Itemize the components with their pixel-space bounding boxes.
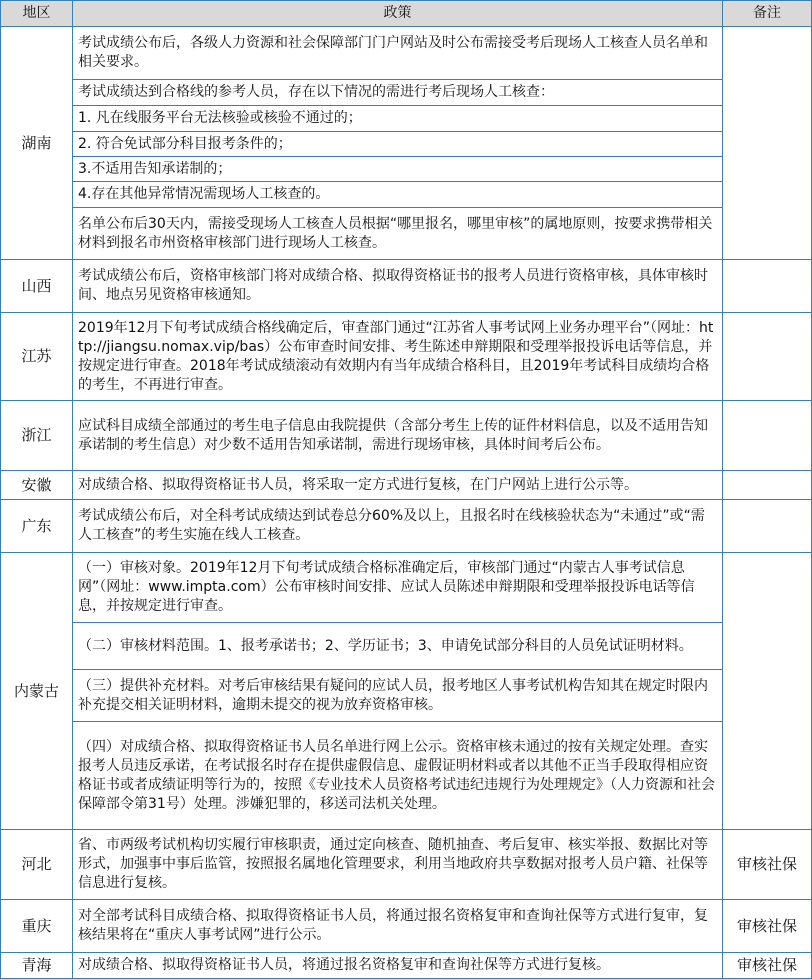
policy-cell: 考试成绩公布后，资格审核部门将对成绩合格、拟取得资格证书的报考人员进行资格审核，具体审核时间、地点另见资格审核通知。: [73, 260, 723, 313]
table-row: [1, 953, 812, 979]
region-cell: 广东: [1, 500, 73, 553]
policy-cell: 对成绩合格、拟取得资格证书人员，将采取一定方式进行复核，在门户网站上进行公示等。: [73, 471, 723, 500]
table-row: [1, 182, 812, 208]
header-note: 备注: [723, 1, 812, 27]
table-row: [1, 471, 812, 500]
note-cell: [723, 313, 812, 401]
table-row: [1, 553, 812, 623]
note-cell: [723, 27, 812, 260]
header-region: 地区: [1, 1, 73, 27]
note-cell: 审核社保: [723, 953, 812, 979]
table-row: [1, 208, 812, 260]
policy-cell: （四）对成绩合格、拟取得资格证书人员名单进行网上公示。资格审核未通过的按有关规定处理。查实报考人员违反承诺，在考试报名时存在提供虚假信息、虚假证明材料或者以其他不正当手段取得相应资格证书或者成绩证明等行为的，按照《专业技术人员资格考试违纪违规行为处理规定》（人力资源和社会保障部令第31号）处理。涉嫌犯罪的，移送司法机关处理。: [73, 722, 723, 830]
header-row: [1, 1, 812, 27]
note-cell: [723, 500, 812, 553]
table-row: [1, 106, 812, 132]
policy-cell: 3.不适用告知承诺制的；: [73, 157, 723, 182]
table-row: [1, 830, 812, 900]
policy-cell: 应试科目成绩全部通过的考生电子信息由我院提供（含部分考生上传的证件材料信息，以及不适用告知承诺制的考生信息）对少数不适用告知承诺制，需进行现场审核，具体时间考后公布。: [73, 401, 723, 471]
table-row: [1, 80, 812, 106]
table-row: [1, 623, 812, 670]
policy-cell: 对成绩合格、拟取得资格证书人员，将通过报名资格复审和查询社保等方式进行复核。: [73, 953, 723, 979]
region-cell: 重庆: [1, 900, 73, 953]
table-row: [1, 500, 812, 553]
policy-cell: 4.存在其他异常情况需现场人工核查的。: [73, 182, 723, 208]
table-row: [1, 401, 812, 471]
policy-cell: 名单公布后30天内，需接受现场人工核查人员根据“哪里报名，哪里审核”的属地原则，按要求携带相关材料到报名市州资格审核部门进行现场人工核查。: [73, 208, 723, 260]
region-cell: 江苏: [1, 313, 73, 401]
table-row: [1, 27, 812, 80]
note-cell: [723, 260, 812, 313]
region-cell: 河北: [1, 830, 73, 900]
note-cell: [723, 401, 812, 471]
policy-cell: 考试成绩公布后，对全科考试成绩达到试卷总分60%及以上，且报名时在线核验状态为“未通过”或“需人工核查”的考生实施在线人工核查。: [73, 500, 723, 553]
policy-cell: 2019年12月下旬考试成绩合格线确定后，审查部门通过“江苏省人事考试网上业务办理平台”（网址：http://jiangsu.nomax.vip/bas）公布审查时间安排、考生陈述申辩期限和受理举报投诉电话等信息，并按规定进行审查。2018年考试成绩滚动有效期内有当年成绩合格科目，且2019年考试科目成绩均合格的考生，不再进行审查。: [73, 313, 723, 401]
table-row: [1, 670, 812, 722]
note-cell: 审核社保: [723, 830, 812, 900]
policy-cell: 省、市两级考试机构切实履行审核职责，通过定向核查、随机抽查、考后复审、核实举报、数据比对等形式，加强事中事后监管，按照报名属地化管理要求，利用当地政府共享数据对报考人员户籍、社保等信息进行复核。: [73, 830, 723, 900]
policy-cell: （二）审核材料范围。1、报考承诺书；2、学历证书；3、申请免试部分科目的人员免试证明材料。: [73, 623, 723, 670]
table-row: [1, 313, 812, 401]
region-cell: 湖南: [1, 27, 73, 260]
header-policy: 政策: [73, 1, 723, 27]
region-cell: 内蒙古: [1, 553, 73, 830]
table-row: [1, 900, 812, 953]
policy-cell: 1. 凡在线服务平台无法核验或核验不通过的；: [73, 106, 723, 132]
note-cell: [723, 471, 812, 500]
table-row: [1, 132, 812, 157]
region-cell: 浙江: [1, 401, 73, 471]
note-cell: 审核社保: [723, 900, 812, 953]
table-row: [1, 722, 812, 830]
table-row: [1, 260, 812, 313]
policy-cell: （三）提供补充材料。对考后审核结果有疑问的应试人员，报考地区人事考试机构告知其在规定时限内补充提交相关证明材料，逾期未提交的视为放弃资格审核。: [73, 670, 723, 722]
policy-cell: 对全部考试科目成绩合格、拟取得资格证书人员，将通过报名资格复审和查询社保等方式进行复审，复核结果将在“重庆人事考试网”进行公示。: [73, 900, 723, 953]
policy-cell: 考试成绩达到合格线的参考人员，存在以下情况的需进行考后现场人工核查：: [73, 80, 723, 106]
table-row: [1, 157, 812, 182]
region-cell: 山西: [1, 260, 73, 313]
note-cell: [723, 553, 812, 830]
policy-cell: （一）审核对象。2019年12月下旬考试成绩合格标准确定后，审核部门通过“内蒙古人事考试信息网”（网址：www.impta.com）公布审核时间安排、应试人员陈述申辩期限和受理举报投诉电话等信息，并按规定进行审查。: [73, 553, 723, 623]
policy-cell: 考试成绩公布后，各级人力资源和社会保障部门门户网站及时公布需接受考后现场人工核查人员名单和相关要求。: [73, 27, 723, 80]
region-cell: 安徽: [1, 471, 73, 500]
region-cell: 青海: [1, 953, 73, 979]
policy-cell: 2. 符合免试部分科目报考条件的；: [73, 132, 723, 157]
